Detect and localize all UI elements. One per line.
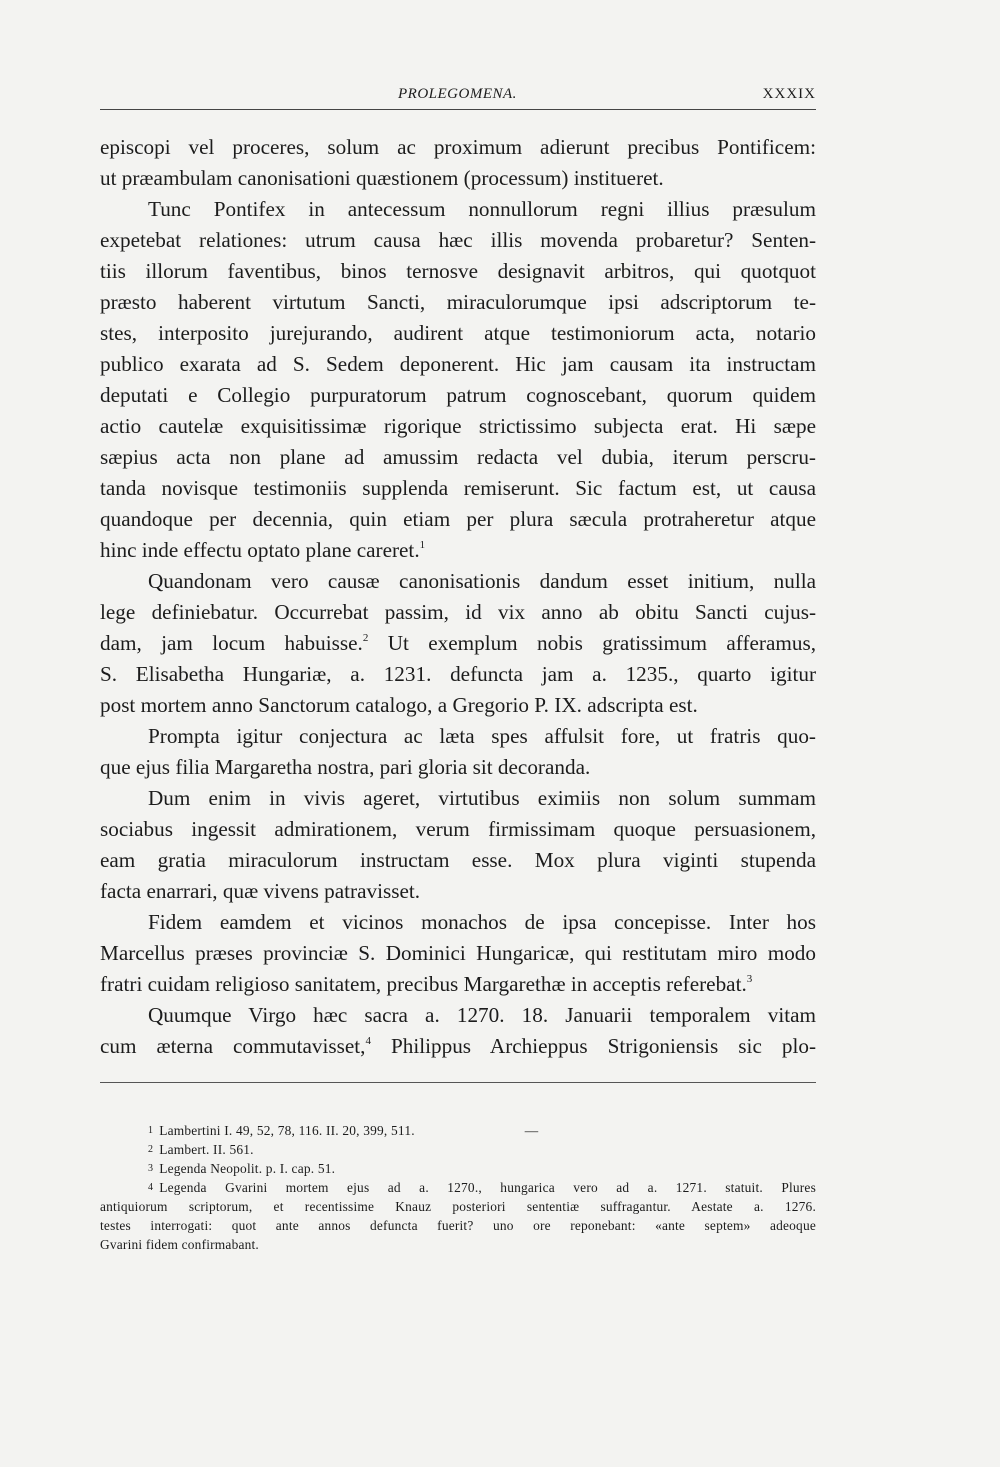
footnote-text: Lambert. II. 561. [159,1142,254,1157]
text-line: Quumque Virgo hæc sacra a. 1270. 18. Januarii temporalem vitam [148,1003,816,1027]
text-line: Tunc Pontifex in antecessum nonnullorum regni illius præsulum [148,197,816,221]
text-segment: fratri cuidam religioso sanitatem, precibus Margarethæ in acceptis referebat. [100,972,747,996]
footnote-rule [100,1082,816,1083]
text-line: Quandonam vero causæ canonisationis dandum esset initium, nulla [148,569,816,593]
text-line: ut præambulam canonisationi quæstionem (processum) institueret. [100,166,664,190]
footnote-number: 1 [148,1125,154,1136]
text-line: Prompta igitur conjectura ac læta spes affulsit fore, ut fratris quo- [148,724,816,748]
text-line: publico exarata ad S. Sedem deponerent. Hic jam causam ita instructam [100,352,816,376]
footnote-text: Legenda Gvarini mortem ejus ad a. 1270., hungarica vero ad a. 1271. statuit. Plures [159,1180,816,1195]
page-number: XXXIX [762,86,816,102]
text-line: que ejus filia Margaretha nostra, pari gloria sit decoranda. [100,755,591,779]
running-head [100,86,816,106]
footnote-text: Lambertini I. 49, 52, 78, 116. II. 20, 399, 511. [159,1123,415,1138]
text-line: tiis illorum faventibus, binos ternosve designavit arbitros, qui quotquot [100,259,816,283]
text-segment: hinc inde effectu optato plane careret. [100,538,420,562]
text-line: actio cautelæ exquisitissimæ rigorique strictissimo subjecta erat. Hi sæpe [100,414,816,438]
text-segment: Ut exemplum nobis gratissimum afferamus, [387,631,816,655]
text-line [100,535,816,566]
text-line: expetebat relationes: utrum causa hæc illis movenda probaretur? Senten- [100,228,816,252]
footnote-4-line: Gvarini fidem confirmabant. [100,1237,259,1252]
text-line: post mortem anno Sanctorum catalogo, a Gregorio P. IX. adscripta est. [100,693,698,717]
text-line: episcopi vel proceres, solum ac proximum adierunt precibus Pontificem: [100,135,816,159]
footnote-number: 2 [148,1144,154,1155]
footnote-4-line: testes interrogati: quot ante annos defuncta fuerit? uno ore reponebant: «ante septem» adeoque [100,1218,816,1233]
text-line: quandoque per decennia, quin etiam per plura sæcula protraheretur atque [100,507,816,531]
footnote-4 [100,1178,816,1197]
text-line: eam gratia miraculorum instructam esse. Mox plura viginti stupenda [100,848,816,872]
text-line [100,628,816,659]
text-segment: cum æterna commutavisset, [100,1034,366,1058]
footnote-4-line: antiquiorum scriptorum, et recentissime Knauz posteriori sententiæ suffragantur. Aestate a. 1276. [100,1199,816,1214]
text-line: Marcellus præses provinciæ S. Dominici Hungaricæ, qui restitutam miro modo [100,941,816,965]
text-segment: dam, jam locum habuisse. [100,631,363,655]
footnote-3 [100,1159,816,1178]
running-title: PROLEGOMENA. [398,86,517,102]
footnote-number: 3 [148,1163,154,1174]
text-line: facta enarrari, quæ vivens patravisset. [100,879,421,903]
footnote-mark[interactable]: 1 [419,539,426,551]
main-text [100,132,816,1062]
footnotes [100,1121,816,1254]
footnote-2 [100,1140,816,1159]
header-rule [100,109,816,110]
text-line: tanda novisque testimoniis supplenda remiserunt. Sic factum est, ut causa [100,476,816,500]
text-line: Fidem eamdem et vicinos monachos de ipsa concepisse. Inter hos [148,910,816,934]
text-line: Dum enim in vivis ageret, virtutibus eximiis non solum summam [148,786,816,810]
text-line: sæpius acta non plane ad amussim redacta vel dubia, iterum perscru- [100,445,816,469]
text-line: præsto haberent virtutum Sancti, miraculorumque ipsi adscriptorum te- [100,290,816,314]
footnote-text: Legenda Neopolit. p. I. cap. 51. [159,1161,336,1176]
text-line [100,1031,816,1062]
text-line: S. Elisabetha Hungariæ, a. 1231. defuncta jam a. 1235., quarto igitur [100,662,816,686]
footnote-number: 4 [148,1182,154,1193]
text-line: sociabus ingessit admirationem, verum firmissimam quoque persuasionem, [100,817,816,841]
footnote-mark[interactable]: 4 [365,1035,371,1047]
footnote-mark[interactable]: 3 [746,973,753,985]
footnote-mark[interactable]: 2 [362,632,369,644]
text-segment: Philippus Archieppus Strigoniensis sic plo- [390,1034,817,1058]
text-line: lege definiebatur. Occurrebat passim, id vix anno ab obitu Sancti cujus- [100,600,816,624]
text-line: deputati e Collegio purpuratorum patrum cognoscebant, quorum quidem [100,383,816,407]
footnote-dash: — [524,1123,539,1138]
text-line [100,969,816,1000]
text-line: stes, interposito jurejurando, audirent atque testimoniorum acta, notario [100,321,816,345]
footnote-1 [100,1121,816,1140]
